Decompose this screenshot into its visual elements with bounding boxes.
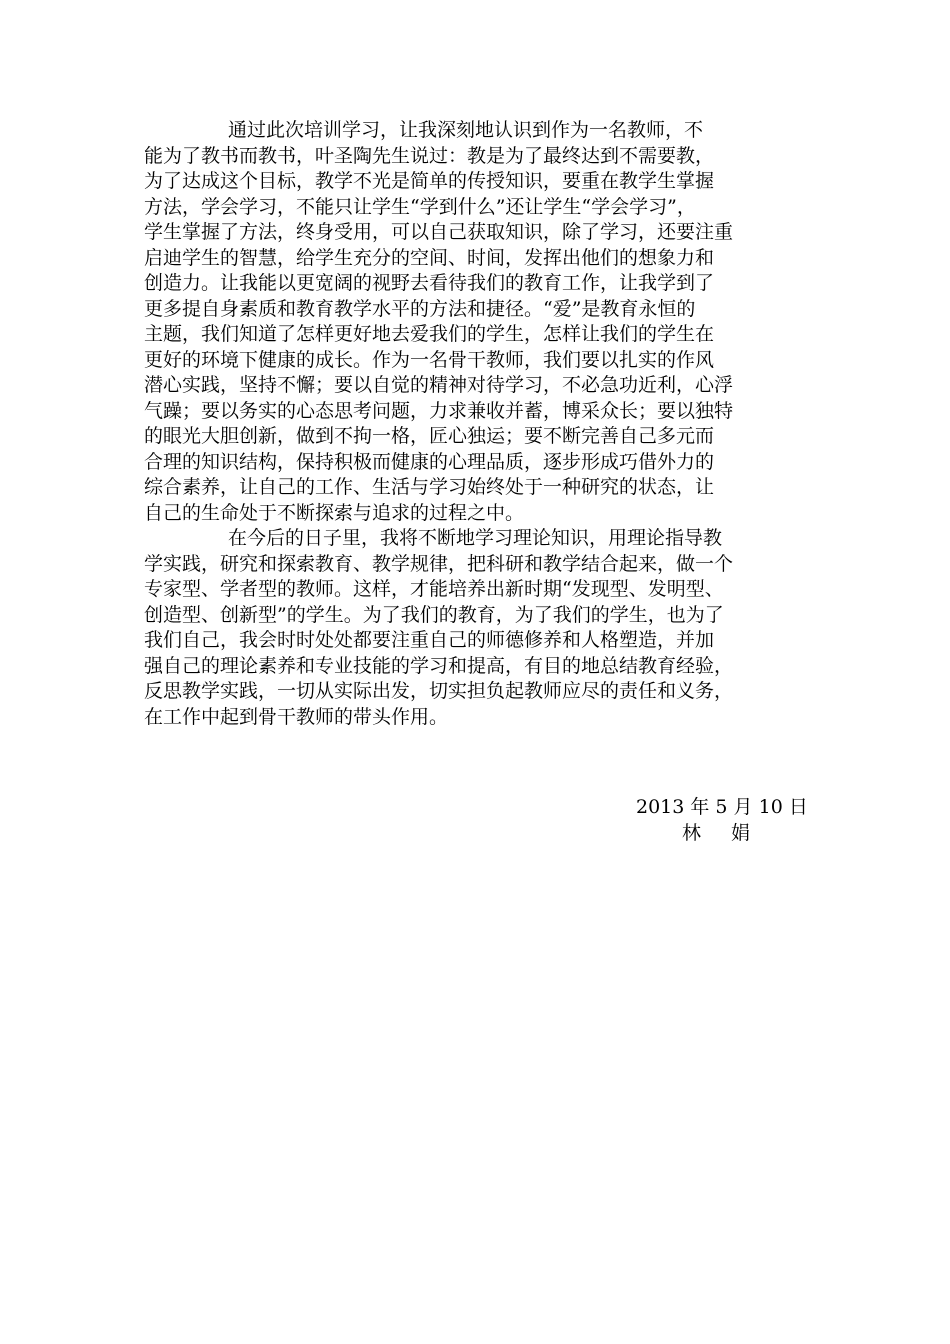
text-line: 能为了教书而教书，叶圣陶先生说过：教是为了最终达到不需要教， bbox=[144, 144, 715, 167]
text-line: 的眼光大胆创新，做到不拘一格，匠心独运；要不断完善自己多元而 bbox=[144, 425, 715, 447]
text-line: 综合素养，让自己的工作、生活与学习始终处于一种研究的状态，让 bbox=[144, 476, 715, 498]
text-line: 更多提自身素质和教育教学水平的方法和捷径。“爱”是教育永恒的 bbox=[144, 297, 696, 320]
paragraph-2 bbox=[144, 526, 814, 730]
text-line: 启迪学生的智慧，给学生充分的空间、时间，发挥出他们的想象力和 bbox=[144, 246, 715, 269]
text-line: 创造力。让我能以更宽阔的视野去看待我们的教育工作，让我学到了 bbox=[144, 272, 715, 294]
text-line: 强自己的理论素养和专业技能的学习和提高，有目的地总结教育经验， bbox=[144, 654, 734, 677]
text-line: 主题，我们知道了怎样更好地去爱我们的学生，怎样让我们的学生在 bbox=[144, 323, 715, 345]
text-line: 反思教学实践，一切从实际出发，切实担负起教师应尽的责任和义务， bbox=[144, 680, 734, 702]
signature-block bbox=[636, 794, 836, 846]
text-line: 自己的生命处于不断探索与追求的过程之中。 bbox=[144, 501, 525, 524]
text-line: 为了达成这个目标，教学不光是简单的传授知识，要重在教学生掌握 bbox=[144, 170, 715, 192]
text-line: 专家型、学者型的教师。这样，才能培养出新时期“发现型、发明型、 bbox=[144, 578, 724, 600]
paragraph-1 bbox=[144, 118, 814, 526]
text-line: 气躁；要以务实的心态思考问题，力求兼收并蓄，博采众长；要以独特 bbox=[144, 399, 734, 422]
signature-date: 2013 年 5 月 10 日 bbox=[636, 796, 808, 818]
text-line: 合理的知识结构，保持积极而健康的心理品质，逐步形成巧借外力的 bbox=[144, 450, 715, 473]
text-line: 在今后的日子里，我将不断地学习理论知识，用理论指导教 bbox=[228, 527, 723, 549]
text-line: 通过此次培训学习，让我深刻地认识到作为一名教师，不 bbox=[228, 119, 704, 141]
text-line: 创造型、创新型”的学生。为了我们的教育，为了我们的学生，也为了 bbox=[144, 603, 724, 626]
text-line: 更好的环境下健康的成长。作为一名骨干教师，我们要以扎实的作风 bbox=[144, 348, 715, 371]
text-line: 学生掌握了方法，终身受用，可以自己获取知识，除了学习，还要注重 bbox=[144, 221, 734, 243]
text-line: 学实践，研究和探索教育、教学规律，把科研和教学结合起来，做一个 bbox=[144, 552, 734, 575]
text-line: 潜心实践，坚持不懈；要以自觉的精神对待学习，不必急功近利，心浮 bbox=[144, 374, 734, 396]
text-line: 方法，学会学习，不能只让学生“学到什么”还让学生“学会学习”， bbox=[144, 195, 696, 218]
text-line: 在工作中起到骨干教师的带头作用。 bbox=[144, 705, 449, 728]
text-line: 我们自己，我会时时处处都要注重自己的师德修养和人格塑造，并加 bbox=[144, 629, 715, 651]
document-body bbox=[144, 118, 814, 730]
signature-name: 林娟 bbox=[682, 822, 781, 844]
